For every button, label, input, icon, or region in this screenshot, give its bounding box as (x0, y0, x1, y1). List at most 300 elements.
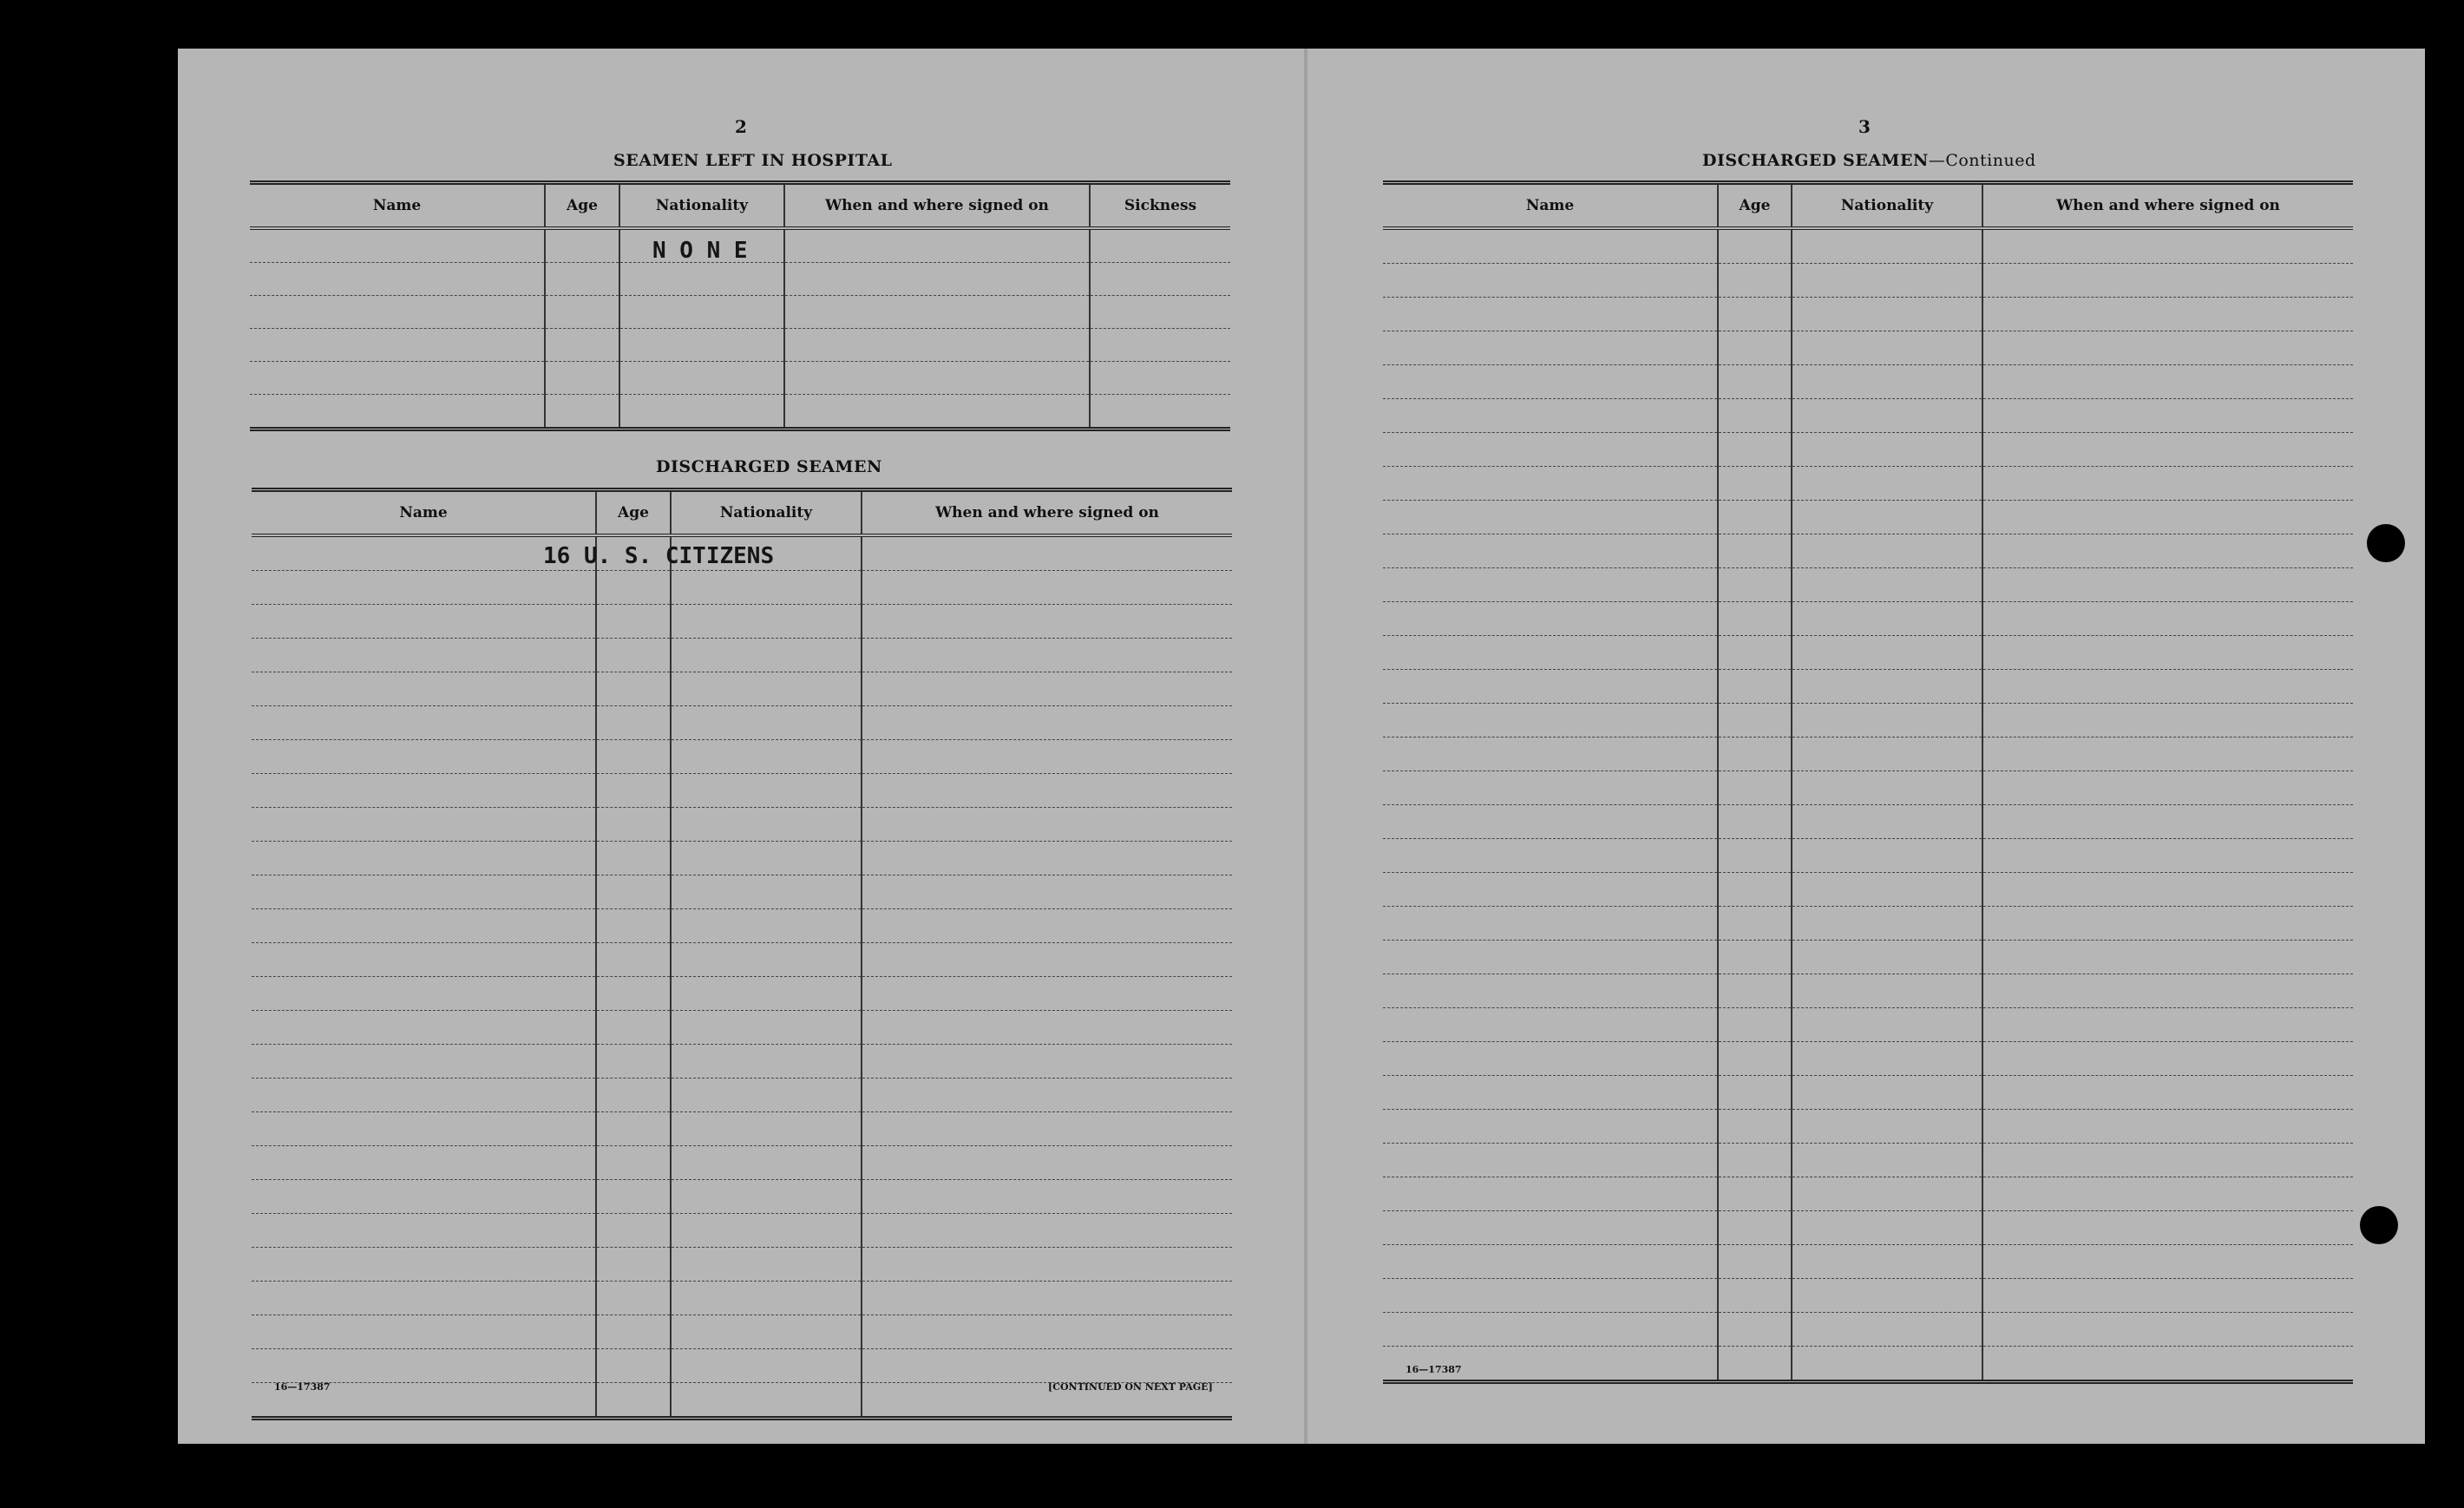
form-cell (252, 1045, 596, 1079)
form-cell (596, 1383, 671, 1419)
form-cell (1982, 1008, 2353, 1042)
form-cell (250, 263, 545, 296)
punch-hole-top (2367, 524, 2405, 562)
form-cell (1982, 873, 2353, 907)
form-cell (671, 842, 862, 875)
form-cell (671, 1079, 862, 1112)
form-row (252, 1349, 1232, 1383)
form-cell (1383, 805, 1718, 839)
form-row (252, 842, 1232, 875)
form-cell (596, 672, 671, 706)
form-cell (1718, 771, 1792, 805)
form-cell (862, 1282, 1232, 1315)
discharged-col-nationality: Nationality (671, 490, 862, 536)
form-cell (596, 571, 671, 605)
form-row (252, 977, 1232, 1011)
form-cell (1383, 568, 1718, 602)
hospital-section-title: SEAMEN LEFT IN HOSPITAL (613, 151, 893, 170)
form-row (1383, 534, 2353, 568)
form-cell (671, 1112, 862, 1146)
form-cell (596, 808, 671, 842)
form-cell (862, 842, 1232, 875)
form-cell (1383, 1313, 1718, 1347)
form-cell (596, 1146, 671, 1180)
form-cell (1383, 1211, 1718, 1245)
form-cell (1982, 331, 2353, 365)
form-cell (1718, 873, 1792, 907)
form-cell (1718, 467, 1792, 501)
form-cell (862, 639, 1232, 672)
form-row (252, 740, 1232, 774)
form-row (1383, 1110, 2353, 1144)
form-cell (1718, 738, 1792, 771)
continued-note: [CONTINUED ON NEXT PAGE] (1048, 1381, 1213, 1393)
form-cell (596, 774, 671, 808)
form-cell (545, 329, 619, 362)
form-cell (252, 605, 596, 639)
form-cell (1792, 264, 1982, 298)
form-cell (671, 672, 862, 706)
discharged-citizens-entry: 16 U. S. CITIZENS (543, 543, 775, 569)
form-cell (1792, 907, 1982, 941)
form-row (1383, 298, 2353, 331)
form-row (1383, 704, 2353, 738)
form-cell (862, 808, 1232, 842)
form-cell (1383, 399, 1718, 433)
form-cell (1718, 433, 1792, 467)
form-cell (252, 774, 596, 808)
form-row (1383, 1076, 2353, 1110)
discharged-table (252, 488, 1232, 1420)
form-cell (671, 706, 862, 740)
form-cell (1383, 1177, 1718, 1211)
page-number-right: 3 (1858, 116, 1871, 137)
form-row (252, 774, 1232, 808)
form-cell (596, 909, 671, 943)
discharged-continued-table (1383, 180, 2353, 1384)
form-cell (671, 909, 862, 943)
form-row (1383, 907, 2353, 941)
form-row (250, 329, 1230, 362)
form-row (1383, 1313, 2353, 1347)
form-cell (1383, 670, 1718, 704)
form-cell (1090, 296, 1230, 329)
hospital-table (250, 180, 1230, 431)
form-cell (1383, 771, 1718, 805)
form-cell (1792, 1211, 1982, 1245)
form-cell (1792, 568, 1982, 602)
form-cell (671, 1248, 862, 1282)
form-cell (1792, 1313, 1982, 1347)
form-cell (671, 1282, 862, 1315)
form-cell (862, 706, 1232, 740)
form-row (252, 1315, 1232, 1349)
form-cell (671, 571, 862, 605)
form-cell (252, 1349, 596, 1383)
form-cell (252, 875, 596, 909)
form-row (1383, 805, 2353, 839)
form-cell (252, 672, 596, 706)
form-row (250, 395, 1230, 429)
form-cell (250, 362, 545, 395)
form-cell (862, 571, 1232, 605)
form-cell (1383, 501, 1718, 534)
form-cell (1982, 1110, 2353, 1144)
form-cell (862, 774, 1232, 808)
form-cell (596, 706, 671, 740)
form-row (252, 1045, 1232, 1079)
form-row (1383, 873, 2353, 907)
form-cell (1718, 1177, 1792, 1211)
discharged-continued-title (1702, 151, 2036, 170)
form-cell (1792, 1177, 1982, 1211)
form-cell (1792, 433, 1982, 467)
form-cell (1383, 974, 1718, 1008)
form-cell (1792, 738, 1982, 771)
form-cell (1792, 805, 1982, 839)
form-cell (252, 1079, 596, 1112)
form-cell (862, 977, 1232, 1011)
form-cell (671, 1315, 862, 1349)
form-cell (545, 395, 619, 429)
form-cell (1982, 1042, 2353, 1076)
form-cell (596, 1282, 671, 1315)
form-cell (1718, 228, 1792, 264)
form-cell (1982, 534, 2353, 568)
form-cell (596, 977, 671, 1011)
form-cell (250, 329, 545, 362)
form-cell (671, 808, 862, 842)
page-number-left: 2 (735, 116, 747, 137)
form-cell (1792, 636, 1982, 670)
form-cell (1792, 670, 1982, 704)
form-row (1383, 331, 2353, 365)
form-cell (1383, 1245, 1718, 1279)
form-cell (596, 1248, 671, 1282)
form-cell (545, 263, 619, 296)
form-cell (596, 943, 671, 977)
form-cell (1982, 264, 2353, 298)
form-cell (1982, 738, 2353, 771)
form-cell (1792, 1110, 1982, 1144)
form-cell (1383, 738, 1718, 771)
form-row (252, 943, 1232, 977)
form-cell (1982, 839, 2353, 873)
form-row (252, 875, 1232, 909)
form-cell (671, 977, 862, 1011)
hospital-col-name: Name (250, 183, 545, 229)
form-cell (1982, 467, 2353, 501)
form-cell (671, 605, 862, 639)
form-row (252, 1112, 1232, 1146)
form-cell (1792, 974, 1982, 1008)
form-cell (1792, 1008, 1982, 1042)
form-cell (1090, 263, 1230, 296)
form-cell (1383, 839, 1718, 873)
form-cell (1792, 467, 1982, 501)
form-cell (1982, 228, 2353, 264)
form-cell (1982, 1279, 2353, 1313)
form-cell (252, 842, 596, 875)
form-row (1383, 771, 2353, 805)
form-row (252, 1282, 1232, 1315)
form-cell (1383, 534, 1718, 568)
form-cell (619, 362, 784, 395)
form-cell (596, 842, 671, 875)
form-cell (1090, 395, 1230, 429)
form-row (1383, 1008, 2353, 1042)
discharged-col-name: Name (252, 490, 596, 536)
form-row (252, 1214, 1232, 1248)
form-row (1383, 1042, 2353, 1076)
form-row (252, 605, 1232, 639)
hospital-none-entry: N O N E (652, 238, 748, 264)
form-cell (1718, 805, 1792, 839)
form-cell (596, 1045, 671, 1079)
form-cell (1383, 298, 1718, 331)
form-cell (671, 1349, 862, 1383)
form-cell (1982, 501, 2353, 534)
form-cell (862, 672, 1232, 706)
form-row (1383, 1177, 2353, 1211)
form-cell (1718, 1313, 1792, 1347)
form-cell (1718, 1347, 1792, 1382)
form-cell (1982, 704, 2353, 738)
form-cell (1718, 298, 1792, 331)
form-cell (1383, 941, 1718, 974)
form-cell (596, 1112, 671, 1146)
form-cell (252, 1282, 596, 1315)
form-row (252, 1079, 1232, 1112)
form-cell (1718, 1245, 1792, 1279)
form-cell (1090, 362, 1230, 395)
form-row (252, 1011, 1232, 1045)
form-cell (1718, 1279, 1792, 1313)
form-cell (252, 943, 596, 977)
form-cell (1982, 974, 2353, 1008)
form-cell (1383, 264, 1718, 298)
form-row (1383, 974, 2353, 1008)
discharged-section-title: DISCHARGED SEAMEN (656, 457, 882, 476)
form-cell (1792, 365, 1982, 399)
form-cell (1718, 670, 1792, 704)
form-cell (1718, 1110, 1792, 1144)
form-cell (671, 1011, 862, 1045)
form-row (1383, 1144, 2353, 1177)
right-col-age: Age (1718, 183, 1792, 229)
form-cell (862, 1146, 1232, 1180)
form-cell (1718, 602, 1792, 636)
form-cell (862, 943, 1232, 977)
form-cell (1718, 399, 1792, 433)
form-cell (1383, 467, 1718, 501)
form-cell (1718, 331, 1792, 365)
form-cell (1383, 602, 1718, 636)
form-cell (1383, 907, 1718, 941)
form-cell (1792, 298, 1982, 331)
form-cell (671, 639, 862, 672)
form-cell (1792, 534, 1982, 568)
form-cell (252, 808, 596, 842)
right-col-signed-on: When and where signed on (1982, 183, 2353, 229)
form-cell (862, 875, 1232, 909)
form-cell (1982, 907, 2353, 941)
form-cell (1383, 1110, 1718, 1144)
form-row (252, 909, 1232, 943)
form-cell (1792, 1279, 1982, 1313)
form-cell (1792, 399, 1982, 433)
form-cell (862, 1349, 1232, 1383)
form-cell (862, 1315, 1232, 1349)
form-cell (596, 1180, 671, 1214)
form-cell (1982, 1211, 2353, 1245)
form-row (1383, 738, 2353, 771)
form-cell (1718, 264, 1792, 298)
form-cell (596, 1011, 671, 1045)
form-cell (671, 1045, 862, 1079)
discharged-col-signed-on: When and where signed on (862, 490, 1232, 536)
form-cell (1982, 1245, 2353, 1279)
form-cell (1383, 636, 1718, 670)
form-cell (1383, 365, 1718, 399)
form-row (1383, 399, 2353, 433)
form-cell (784, 362, 1090, 395)
form-cell (1792, 602, 1982, 636)
form-cell (1718, 365, 1792, 399)
form-row (1383, 1347, 2353, 1382)
form-cell (1792, 873, 1982, 907)
form-cell (1982, 805, 2353, 839)
form-cell (1718, 636, 1792, 670)
form-cell (250, 228, 545, 263)
discharged-continued-title-main: DISCHARGED SEAMEN (1702, 151, 1929, 170)
discharged-col-age: Age (596, 490, 671, 536)
form-cell (1718, 941, 1792, 974)
form-cell (1718, 501, 1792, 534)
form-cell (1718, 1076, 1792, 1110)
form-cell (862, 1214, 1232, 1248)
form-cell (596, 875, 671, 909)
form-row (1383, 365, 2353, 399)
form-cell (1718, 1008, 1792, 1042)
form-cell (1792, 771, 1982, 805)
form-row (1383, 636, 2353, 670)
form-cell (1383, 1076, 1718, 1110)
form-cell (252, 571, 596, 605)
form-cell (671, 774, 862, 808)
form-cell (862, 1180, 1232, 1214)
form-cell (596, 1079, 671, 1112)
form-cell (252, 1180, 596, 1214)
form-cell (252, 909, 596, 943)
form-row (252, 639, 1232, 672)
form-cell (545, 228, 619, 263)
form-cell (1090, 329, 1230, 362)
form-cell (1718, 839, 1792, 873)
form-row (1383, 1211, 2353, 1245)
form-row (252, 1180, 1232, 1214)
form-cell (252, 639, 596, 672)
form-row (252, 1146, 1232, 1180)
form-cell (1982, 1347, 2353, 1382)
form-cell (1718, 1211, 1792, 1245)
form-row (1383, 670, 2353, 704)
form-cell (1792, 839, 1982, 873)
form-cell (1982, 399, 2353, 433)
form-cell (784, 395, 1090, 429)
form-row (252, 808, 1232, 842)
form-cell (1792, 1042, 1982, 1076)
hospital-col-nationality: Nationality (619, 183, 784, 229)
form-cell (1383, 1042, 1718, 1076)
form-cell (1383, 1144, 1718, 1177)
form-cell (619, 263, 784, 296)
form-cell (1383, 228, 1718, 264)
form-row (250, 263, 1230, 296)
form-cell (596, 740, 671, 774)
form-row (1383, 568, 2353, 602)
form-cell (1090, 228, 1230, 263)
form-cell (671, 875, 862, 909)
form-cell (596, 639, 671, 672)
form-row (250, 362, 1230, 395)
form-number-left: 16—17387 (274, 1381, 331, 1393)
form-cell (596, 1349, 671, 1383)
form-cell (862, 1248, 1232, 1282)
form-cell (250, 395, 545, 429)
form-cell (862, 605, 1232, 639)
hospital-col-age: Age (545, 183, 619, 229)
form-cell (252, 1146, 596, 1180)
form-cell (1792, 1076, 1982, 1110)
form-cell (1792, 941, 1982, 974)
form-cell (545, 296, 619, 329)
form-cell (862, 740, 1232, 774)
form-cell (252, 1315, 596, 1349)
form-cell (1792, 501, 1982, 534)
form-cell (671, 1146, 862, 1180)
form-cell (784, 263, 1090, 296)
form-cell (862, 1112, 1232, 1146)
form-cell (784, 296, 1090, 329)
form-cell (862, 535, 1232, 571)
form-cell (1792, 1144, 1982, 1177)
form-cell (1383, 1279, 1718, 1313)
form-cell (1982, 771, 2353, 805)
form-cell (862, 1011, 1232, 1045)
form-cell (619, 329, 784, 362)
form-cell (252, 706, 596, 740)
form-cell (1792, 704, 1982, 738)
form-cell (596, 1315, 671, 1349)
form-cell (1718, 534, 1792, 568)
form-cell (619, 296, 784, 329)
form-number-right: 16—17387 (1406, 1364, 1462, 1375)
form-cell (252, 1112, 596, 1146)
form-row (1383, 941, 2353, 974)
form-cell (862, 909, 1232, 943)
form-cell (1383, 1008, 1718, 1042)
form-cell (862, 1045, 1232, 1079)
form-cell (671, 740, 862, 774)
form-row (1383, 433, 2353, 467)
form-row (1383, 467, 2353, 501)
form-cell (252, 1248, 596, 1282)
form-cell (1982, 298, 2353, 331)
right-col-name: Name (1383, 183, 1718, 229)
form-cell (1982, 365, 2353, 399)
form-cell (1982, 568, 2353, 602)
